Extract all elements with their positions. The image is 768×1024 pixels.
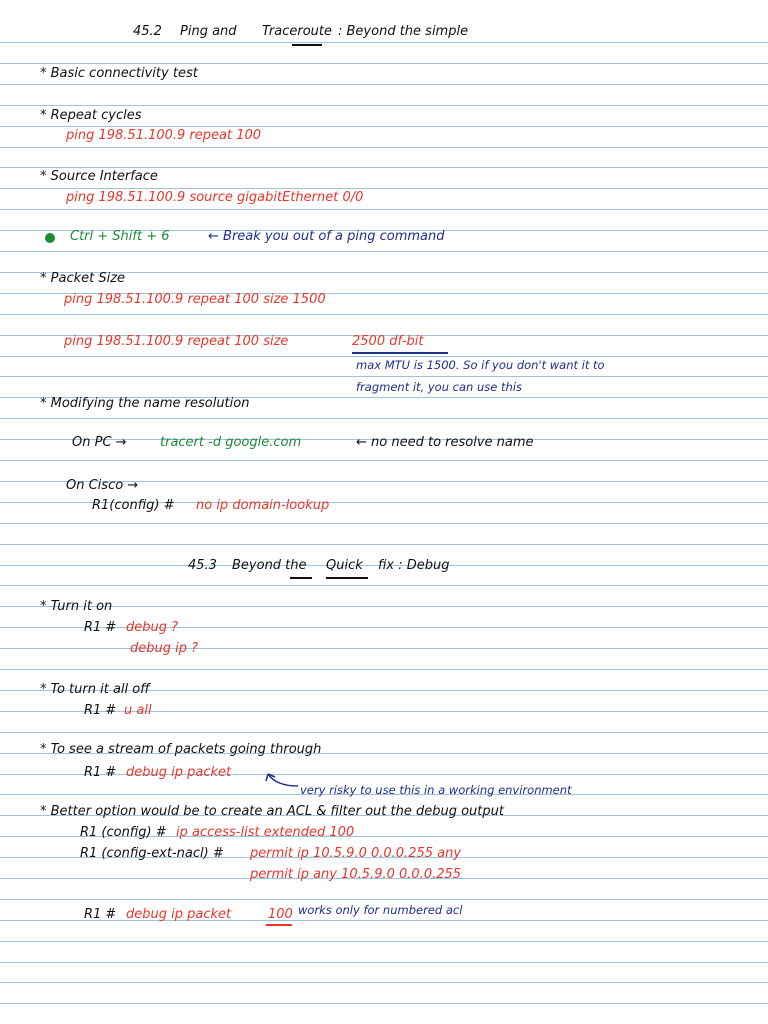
ruled-line: [0, 523, 768, 524]
underline: [290, 577, 312, 579]
command-no-domain-lookup: no ip domain-lookup: [196, 498, 330, 513]
command-debug: debug ?: [126, 620, 179, 635]
router-prompt: R1 (config) #: [80, 825, 167, 840]
ruled-line: [0, 899, 768, 900]
ruled-line: [0, 188, 768, 189]
section-title-keyword: Quick: [326, 558, 363, 573]
command-ping-size-df: ping 198.51.100.9 repeat 100 size: [64, 334, 289, 349]
ruled-line: [0, 126, 768, 127]
arrow-icon: [262, 770, 302, 790]
section-title: Beyond the: [232, 558, 307, 573]
shortcut-keys: Ctrl + Shift + 6: [70, 229, 170, 244]
command-acl-extended: ip access-list extended 100: [176, 825, 355, 840]
ruled-line: [0, 941, 768, 942]
section-title: Ping and: [180, 24, 237, 39]
ruled-line: [0, 1003, 768, 1004]
ruled-line: [0, 585, 768, 586]
router-prompt: R1 #: [84, 703, 117, 718]
ruled-line: [0, 732, 768, 733]
ruled-line: [0, 314, 768, 315]
heading-repeat: * Repeat cycles: [40, 108, 142, 123]
heading-turn-on: * Turn it on: [40, 599, 113, 614]
router-prompt: R1 #: [84, 765, 117, 780]
ruled-line: [0, 84, 768, 85]
command-acl-permit: permit ip 10.5.9.0 0.0.0.255 any: [250, 846, 462, 861]
ruled-line: [0, 962, 768, 963]
heading-name-resolution: * Modifying the name resolution: [40, 396, 250, 411]
tracert-note: ← no need to resolve name: [356, 435, 534, 450]
router-prompt: R1 #: [84, 620, 117, 635]
cisco-label: On Cisco →: [66, 478, 139, 493]
underline: [352, 352, 448, 354]
router-prompt: R1 #: [84, 907, 117, 922]
router-prompt: R1 (config-ext-nacl) #: [80, 846, 224, 861]
section-number: 45.2: [133, 24, 162, 39]
ruled-line: [0, 42, 768, 43]
section-title-rest: : Beyond the simple: [338, 24, 469, 39]
bullet-icon: [45, 233, 55, 243]
heading-packet: * Packet Size: [40, 271, 126, 286]
ruled-line: [0, 209, 768, 210]
ruled-line: [0, 606, 768, 607]
underline: [266, 924, 292, 926]
command-df-bit: 2500 df-bit: [352, 334, 424, 349]
command-undebug-all: u all: [124, 703, 152, 718]
acl-number: 100: [268, 907, 293, 922]
ruled-line: [0, 982, 768, 983]
ruled-line: [0, 147, 768, 148]
command-debug-ip: debug ip ?: [130, 641, 199, 656]
heading-source: * Source Interface: [40, 169, 158, 184]
pc-label: On PC →: [72, 435, 127, 450]
heading-turn-off: * To turn it all off: [40, 682, 150, 697]
mtu-note: max MTU is 1500. So if you don't want it to: [356, 358, 605, 372]
stream-warning-note: very risky to use this in a working environment: [300, 783, 572, 797]
ruled-line: [0, 63, 768, 64]
ruled-line: [0, 460, 768, 461]
command-ping-repeat: ping 198.51.100.9 repeat 100: [66, 128, 262, 143]
ruled-line: [0, 648, 768, 649]
section-title-keyword: Traceroute: [262, 24, 333, 39]
command-debug-ip-packet-acl: debug ip packet: [126, 907, 232, 922]
acl-note: works only for numbered acl: [298, 903, 463, 917]
section-number: 45.3: [188, 558, 217, 573]
ruled-line: [0, 669, 768, 670]
command-tracert: tracert -d google.com: [160, 435, 302, 450]
command-debug-ip-packet: debug ip packet: [126, 765, 232, 780]
ruled-line: [0, 544, 768, 545]
mtu-note: fragment it, you can use this: [356, 380, 522, 394]
command-ping-source: ping 198.51.100.9 source gigabitEthernet 0/0: [66, 190, 364, 205]
shortcut-note: ← Break you out of a ping command: [208, 229, 445, 244]
command-ping-size: ping 198.51.100.9 repeat 100 size 1500: [64, 292, 326, 307]
ruled-line: [0, 418, 768, 419]
heading-acl: * Better option would be to create an ACL & filter out the debug output: [40, 804, 504, 819]
heading-basic: * Basic connectivity test: [40, 66, 198, 81]
ruled-line: [0, 105, 768, 106]
underline: [326, 577, 368, 579]
section-title-rest: fix : Debug: [378, 558, 450, 573]
cisco-prompt: R1(config) #: [92, 498, 175, 513]
command-acl-permit: permit ip any 10.5.9.0 0.0.0.255: [250, 867, 462, 882]
ruled-line: [0, 251, 768, 252]
ruled-line: [0, 376, 768, 377]
ruled-line: [0, 167, 768, 168]
underline: [292, 44, 322, 46]
heading-stream: * To see a stream of packets going through: [40, 742, 322, 757]
